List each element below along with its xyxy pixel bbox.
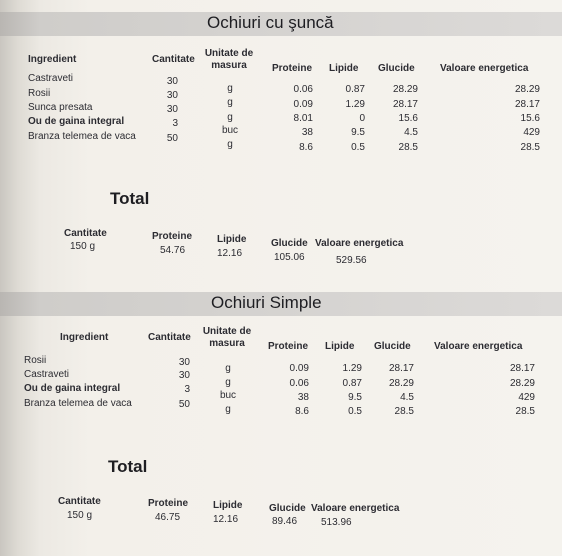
total-header-lipide: Lipide [213,500,243,511]
total-label-2: Total [108,457,148,476]
table-row-unitate: g [225,363,231,374]
total-header-cantitate: Cantitate [64,228,107,239]
total-header-glucide: Glucide [269,503,306,514]
table-row-lipide: 0.5 [351,142,365,153]
table-row-lipide: 0.5 [348,406,362,417]
table-row-ingredient: Ou de gaina integral [28,116,125,127]
table-row-lipide: 0 [359,113,365,124]
column-header-valoare: Valoare energetica [440,63,529,74]
column-header-proteine: Proteine [272,63,313,74]
total-header-glucide: Glucide [271,238,308,249]
table-row-proteine: 8.6 [299,142,313,153]
column-header-cantitate: Cantitate [148,332,191,343]
column-header-valoare: Valoare energetica [434,341,523,352]
column-header-glucide: Glucide [378,63,415,74]
table-row-valoare: 28.29 [509,378,535,389]
table-row-unitate: buc [221,125,239,136]
table-row-proteine: 0.09 [293,99,313,110]
total-value-proteine: 54.76 [160,245,186,256]
table-row-lipide: 0.87 [342,378,362,389]
column-header-unitate: Unitate de masura [202,326,252,349]
total-value-lipide: 12.16 [217,248,243,259]
total-value-valoare: 529.56 [336,255,367,266]
total-value-lipide: 12.16 [213,514,239,525]
total-value-glucide: 89.46 [272,516,298,527]
table-row-glucide: 28.29 [392,84,418,95]
section-title-2: Ochiuri Simple [211,293,322,312]
table-row-ingredient: Branza telemea de vaca [24,398,132,409]
column-header-lipide: Lipide [325,341,355,352]
table-row-lipide: 9.5 [351,127,365,138]
table-row-glucide: 15.6 [398,113,418,124]
table-row-unitate: g [227,112,233,123]
table-row-glucide: 28.29 [388,378,414,389]
table-row-ingredient: Castraveti [24,369,70,380]
table-row-unitate: g [227,83,233,94]
table-row-unitate: buc [219,390,237,401]
table-row-valoare: 28.17 [509,363,535,374]
table-row-unitate: g [225,404,231,415]
table-row-unitate: g [225,377,231,388]
table-row-ingredient: Castraveti [28,73,74,84]
table-row-ingredient: Rosii [28,88,51,99]
table-row-cantitate: 30 [178,370,190,381]
column-header-ingredient: Ingredient [60,332,109,343]
table-row-ingredient: Rosii [24,355,47,366]
total-label-1: Total [110,189,150,208]
column-header-unitate: Unitate de masura [204,48,254,71]
table-row-lipide: 9.5 [348,392,362,403]
table-row-glucide: 4.5 [400,392,414,403]
total-header-proteine: Proteine [152,231,193,242]
column-header-ingredient: Ingredient [28,54,77,65]
table-row-lipide: 1.29 [342,363,362,374]
table-row-valoare: 429 [518,392,535,403]
total-header-valoare: Valoare energetica [311,503,400,514]
table-row-cantitate: 3 [184,384,190,395]
table-row-glucide: 28.17 [392,99,418,110]
column-header-glucide: Glucide [374,341,411,352]
table-row-lipide: 0.87 [345,84,365,95]
column-header-proteine: Proteine [268,341,309,352]
table-row-valoare: 28.5 [515,406,535,417]
table-row-ingredient: Sunca presata [28,102,93,113]
table-row-cantitate: 30 [166,90,178,101]
table-row-ingredient: Ou de gaina integral [24,383,121,394]
table-row-lipide: 1.29 [345,99,365,110]
table-row-valoare: 28.17 [514,99,540,110]
table-row-glucide: 28.5 [398,142,418,153]
table-row-unitate: g [227,97,233,108]
table-row-proteine: 8.6 [295,406,309,417]
total-value-cantitate: 150 g [67,510,93,521]
column-header-cantitate: Cantitate [152,54,195,65]
table-row-cantitate: 30 [178,357,190,368]
table-row-proteine: 0.06 [293,84,313,95]
total-value-valoare: 513.96 [321,517,352,528]
total-header-lipide: Lipide [217,234,247,245]
total-header-cantitate: Cantitate [58,496,101,507]
table-row-cantitate: 50 [166,133,178,144]
total-value-cantitate: 150 g [70,241,96,252]
total-header-valoare: Valoare energetica [315,238,404,249]
column-header-lipide: Lipide [329,63,359,74]
table-row-cantitate: 50 [178,399,190,410]
table-row-glucide: 28.5 [394,406,414,417]
total-header-proteine: Proteine [148,498,189,509]
table-row-valoare: 429 [523,127,540,138]
table-row-proteine: 8.01 [293,113,313,124]
table-row-unitate: g [227,139,233,150]
table-row-cantitate: 30 [166,76,178,87]
total-value-proteine: 46.75 [155,512,181,523]
table-row-cantitate: 3 [172,118,178,129]
table-row-valoare: 28.29 [514,84,540,95]
table-row-cantitate: 30 [166,104,178,115]
table-row-proteine: 38 [297,392,309,403]
total-value-glucide: 105.06 [274,252,305,263]
section-title-1: Ochiuri cu şuncă [207,13,334,32]
table-row-proteine: 0.06 [289,378,309,389]
table-row-glucide: 4.5 [404,127,418,138]
table-row-ingredient: Branza telemea de vaca [28,131,136,142]
table-row-valoare: 15.6 [520,113,540,124]
table-row-proteine: 38 [301,127,313,138]
table-row-proteine: 0.09 [289,363,309,374]
table-row-glucide: 28.17 [388,363,414,374]
table-row-valoare: 28.5 [520,142,540,153]
